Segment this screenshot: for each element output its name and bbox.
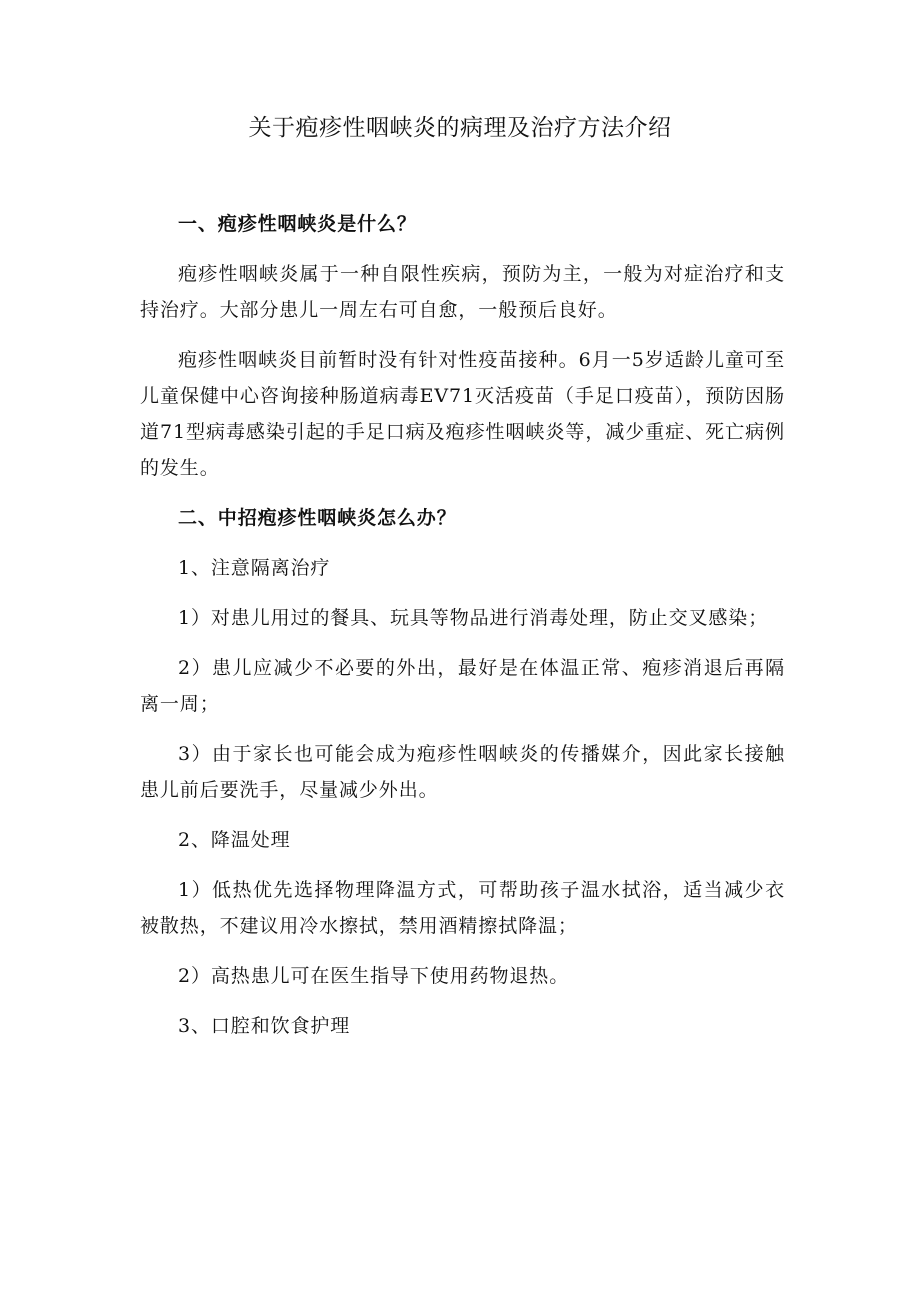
item3-label: 3、口腔和饮食护理: [178, 1015, 351, 1037]
section2-heading: 二、中招疱疹性咽峡炎怎么办？: [178, 507, 457, 529]
item2-point-2: 2）高热患儿可在医生指导下使用药物退热。: [178, 965, 570, 987]
item2-point-1: 1）低热优先选择物理降温方式，可帮助孩子温水拭浴，适当减少衣被散热，不建议用冷水擦拭，禁用酒精擦拭降温；: [140, 879, 785, 937]
item1-label: 1、注意隔离治疗: [178, 557, 331, 579]
section1-paragraph-1: 疱疹性咽峡炎属于一种自限性疾病，预防为主，一般为对症治疗和支持治疗。大部分患儿一周左右可自愈，一般预后良好。: [140, 263, 785, 321]
section1-heading: 一、疱疹性咽峡炎是什么？: [178, 213, 417, 235]
section1-paragraph-2: 疱疹性咽峡炎目前暂时没有针对性疫苗接种。6月一5岁适龄儿童可至儿童保健中心咨询接种肠道病毒EV71灭活疫苗（手足口疫苗），预防因肠道71型病毒感染引起的手足口病及疱疹性咽峡炎等，减少重症、死亡病例的发生。: [140, 349, 785, 479]
document-title: 关于疱疹性咽峡炎的病理及治疗方法介绍: [248, 115, 672, 141]
document-body: [140, 206, 785, 1058]
item1-point-3: 3）由于家长也可能会成为疱疹性咽峡炎的传播媒介，因此家长接触患儿前后要洗手，尽量减少外出。: [140, 743, 785, 801]
item1-point-2: 2）患儿应减少不必要的外出，最好是在体温正常、疱疹消退后再隔离一周；: [140, 657, 785, 715]
item2-label: 2、降温处理: [178, 829, 291, 851]
item1-point-1: 1）对患儿用过的餐具、玩具等物品进行消毒处理，防止交叉感染；: [178, 607, 769, 629]
